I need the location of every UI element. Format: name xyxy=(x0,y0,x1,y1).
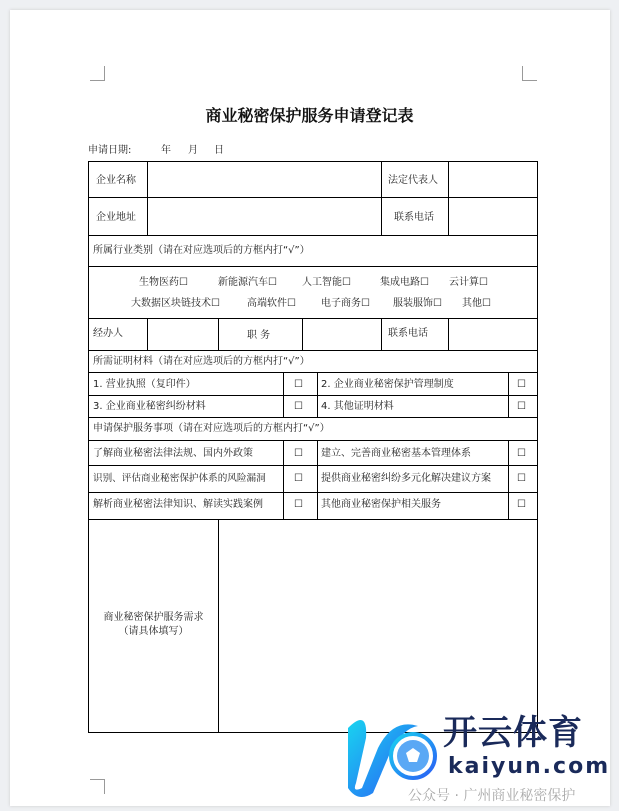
position-label: 职 务 xyxy=(247,330,271,341)
demand-hint: （请具体填写） xyxy=(118,626,189,637)
checkbox[interactable]: ☐ xyxy=(517,473,526,484)
industry-option[interactable]: 高端软件☐ xyxy=(247,298,296,309)
service-item: 其他商业秘密保护相关服务 xyxy=(321,499,441,510)
handler-phone-label: 联系电话 xyxy=(388,328,428,339)
watermark-logo-text: 开云体育 xyxy=(443,713,583,753)
checkbox[interactable]: ☐ xyxy=(294,473,303,484)
checkbox[interactable]: ☐ xyxy=(517,379,526,390)
industry-option[interactable]: 电子商务☐ xyxy=(321,298,370,309)
handler-phone-field[interactable] xyxy=(449,319,537,350)
services-header: 申请保护服务事项（请在对应选项后的方框内打“√”） xyxy=(93,423,330,434)
industry-option[interactable]: 集成电路☐ xyxy=(380,277,429,288)
material-item: 1. 营业执照（复印件） xyxy=(93,379,196,390)
industry-option[interactable]: 生物医药☐ xyxy=(139,277,188,288)
checkbox[interactable]: ☐ xyxy=(294,379,303,390)
company-name-label: 企业名称 xyxy=(96,175,136,186)
checkbox[interactable]: ☐ xyxy=(517,499,526,510)
checkbox[interactable]: ☐ xyxy=(294,448,303,459)
material-item: 4. 其他证明材料 xyxy=(321,401,394,412)
industry-option[interactable]: 新能源汽车☐ xyxy=(218,277,277,288)
industry-header: 所属行业类别（请在对应选项后的方框内打“√”） xyxy=(93,245,310,256)
checkbox[interactable]: ☐ xyxy=(294,401,303,412)
service-item: 提供商业秘密纠纷多元化解决建议方案 xyxy=(321,473,491,484)
industry-option[interactable]: 人工智能☐ xyxy=(302,277,351,288)
date-label: 申请日期: xyxy=(88,145,132,156)
phone-label: 联系电话 xyxy=(394,212,434,223)
industry-option[interactable]: 大数据区块链技术☐ xyxy=(131,298,220,309)
checkbox[interactable]: ☐ xyxy=(294,499,303,510)
page-title: 商业秘密保护服务申请登记表 xyxy=(205,106,414,125)
company-address-field[interactable] xyxy=(148,198,381,235)
date-day: 日 xyxy=(214,145,224,156)
date-month: 月 xyxy=(188,145,198,156)
industry-option[interactable]: 其他☐ xyxy=(462,298,491,309)
corner-mark xyxy=(90,66,105,81)
material-item: 3. 企业商业秘密纠纷材料 xyxy=(93,401,206,412)
handler-label: 经办人 xyxy=(93,328,123,339)
date-year: 年 xyxy=(161,145,171,156)
demand-label: 商业秘密保护服务需求 xyxy=(103,612,204,623)
material-item: 2. 企业商业秘密保护管理制度 xyxy=(321,379,454,390)
corner-mark xyxy=(90,779,105,794)
legal-rep-field[interactable] xyxy=(449,162,537,197)
service-item: 了解商业秘密法律法规、国内外政策 xyxy=(93,448,253,459)
watermark-source: 公众号 · 广州商业秘密保护 xyxy=(408,788,576,804)
service-item: 建立、完善商业秘密基本管理体系 xyxy=(321,448,471,459)
legal-rep-label: 法定代表人 xyxy=(388,175,438,186)
watermark-logo xyxy=(338,708,618,811)
corner-mark xyxy=(522,66,537,81)
position-field[interactable] xyxy=(303,319,381,350)
industry-option[interactable]: 云计算☐ xyxy=(449,277,488,288)
service-item: 解析商业秘密法律知识、解读实践案例 xyxy=(93,499,263,510)
company-name-field[interactable] xyxy=(148,162,381,197)
kaiyun-logo-icon xyxy=(338,708,438,798)
industry-option[interactable]: 服装服饰☐ xyxy=(393,298,442,309)
checkbox[interactable]: ☐ xyxy=(517,448,526,459)
checkbox[interactable]: ☐ xyxy=(517,401,526,412)
materials-header: 所需证明材料（请在对应选项后的方框内打“√”） xyxy=(93,356,310,367)
phone-field[interactable] xyxy=(449,198,537,235)
handler-field[interactable] xyxy=(148,319,218,350)
demand-field[interactable] xyxy=(219,520,537,732)
company-address-label: 企业地址 xyxy=(96,212,136,223)
service-item: 识别、评估商业秘密保护体系的风险漏洞 xyxy=(93,473,266,484)
watermark-domain: kaiyun.com xyxy=(448,754,611,779)
